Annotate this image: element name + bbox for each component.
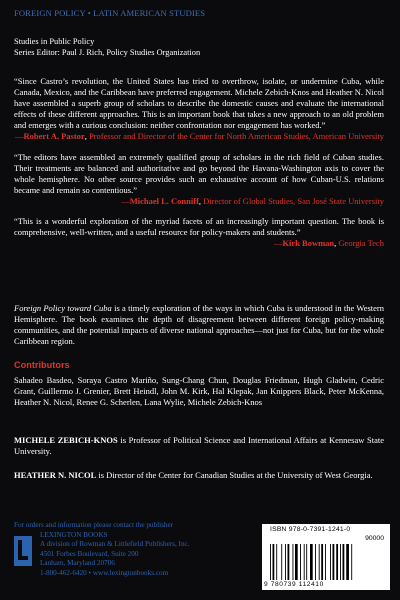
endorsement: [14, 216, 384, 249]
price-code: 90000: [365, 535, 384, 542]
endorser-role: Professor and Director of the Center for North American Studies, American University: [88, 131, 384, 142]
editor-bio: [14, 435, 384, 457]
publisher-contact: 1-800-462-6420 • www.lexingtonbooks.com: [40, 568, 169, 577]
barcode-bars-icon: [270, 544, 382, 580]
book-title: Foreign Policy toward Cuba: [14, 303, 112, 313]
editor-bio: [14, 470, 384, 481]
endorser-name: Robert A. Pastor: [23, 131, 85, 142]
publisher-info: [14, 521, 224, 578]
endorser-name: Michael L. Conniff: [129, 195, 199, 206]
endorser-name: Kirk Bowman: [282, 238, 335, 249]
contributors-list: Sahadeo Basdeo, Soraya Castro Mariño, Sung-Chang Chun, Douglas Friedman, Hugh Gladwin, Cedric Grant, Guillermo J. Grenier, Brett Heindl, John M. Kirk, Hal Klepak, Jan Knippers Black, Peter McKenna, Heather N. Nicol, Renee G. Scherlen, Lana Wylie, Michele Zebich-Knos: [14, 375, 384, 408]
endorsement-quote: “The editors have assembled an extremely qualified group of scholars in the rich field of Cuban studies. Their treatments are balanced and authoritative and go beyond the Havana-Washington axis to cover the whole hemisphere. No other source provides such an exhaustive account of how Cuban-U.S. relations became and remain so contentious.”: [14, 151, 384, 195]
barcode-digits: 9 780739 112410: [264, 581, 324, 588]
endorsement: [14, 152, 384, 207]
endorsement-attribution: —Michael L. Conniff, Director of Global Studies, San José State University: [121, 195, 384, 206]
endorser-role: Georgia Tech: [338, 238, 384, 249]
endorsement-quote: “This is a wonderful exploration of the myriad facets of an increasingly important question. The book is comprehensive, well-written, and a useful resource for policy-makers and students.”: [14, 216, 384, 238]
publisher-logo-icon: [14, 536, 32, 566]
endorsement-attribution: —Kirk Bowman, Georgia Tech: [273, 238, 384, 249]
publisher-address-line1: 4501 Forbes Boulevard, Suite 200: [40, 549, 139, 558]
series-title: Studies in Public Policy: [14, 37, 95, 46]
series-editor: Series Editor: Paul J. Rich, Policy Studies Organization: [14, 48, 201, 57]
endorsement-attribution: —Robert A. Pastor, Professor and Director of the Center for North American Studies, American University: [15, 131, 384, 142]
contributors-heading: Contributors: [14, 360, 70, 370]
editor-bio-text: is Professor of Political Science and International Affairs at Kennesaw State University.: [14, 435, 384, 457]
series-line: FOREIGN POLICY • LATIN AMERICAN STUDIES: [14, 8, 206, 18]
publisher-name: LEXINGTON BOOKS: [40, 530, 108, 539]
endorsement-quote: “Since Castro’s revolution, the United States has tried to overthrow, isolate, or undermine Cuba, while Canada, Mexico, and the Caribbean have preferred engagement. Michele Zebich-Knos and Heather N. Nicol have assembled a superb group of scholars to describe the domestic causes and evaluate the international effects of these different approaches. This is an important book that takes a new approach to an old problem and emerges with a curious conclusion: neither confrontation nor engagement has worked.”: [14, 76, 384, 131]
editor-name: MICHELE ZEBICH-KNOS: [14, 435, 118, 445]
series-info: [14, 36, 384, 58]
editor-name: HEATHER N. NICOL: [14, 470, 97, 480]
description-text: is a timely exploration of the ways in which Cuba is understood in the Western Hemisphere. The book examines the depth of disagreement between different foreign policy-making communities, and the potential impacts of diverse national approaches—not just for Cuba, but for the whole Caribbean region.: [14, 303, 384, 347]
publisher-address-line2: Lanham, Maryland 20706: [40, 559, 115, 567]
barcode: [262, 524, 390, 590]
isbn-label: ISBN 978-0-7391-1241-0: [270, 526, 351, 533]
publisher-intro: For orders and information please contact the publisher: [14, 521, 174, 529]
book-description: [14, 303, 384, 347]
publisher-division: A division of Rowman & Littlefield Publishers, Inc.: [40, 540, 190, 548]
endorsements: [14, 76, 384, 258]
endorsement: [14, 76, 384, 143]
editor-bio-text: is Director of the Center for Canadian Studies at the University of West Georgia.: [96, 470, 373, 480]
endorser-role: Director of Global Studies, San José State University: [203, 195, 384, 206]
